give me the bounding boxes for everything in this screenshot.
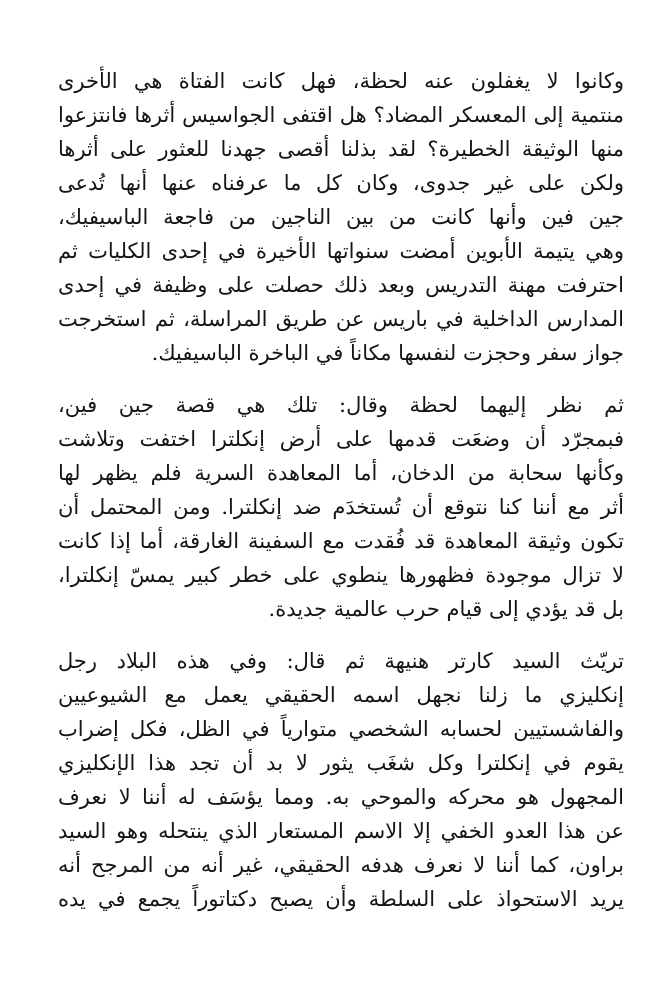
text-line: ولكن على غير جدوى، وكان كل ما عرفناه عنها أنها تُدعى xyxy=(58,171,624,195)
text-line: لا تزال موجودة فظهورها ينطوي على خطر كبير يمسّ إنكلترا، xyxy=(58,563,624,587)
text-line: وكانوا لا يغفلون عنه لحظة، فهل كانت الفتاة هي الأخرى xyxy=(58,69,624,93)
text-line: أثر مع أننا كنا نتوقع أن تُستخدَم ضد إنكلترا. ومن المحتمل أن xyxy=(58,495,624,519)
text-line: تكون وثيقة المعاهدة قد فُقدت مع السفينة الغارقة، أما إذا كانت xyxy=(58,529,624,553)
text-line: يقوم في إنكلترا وكل شغَب يثور لا بد أن تجد هذا الإنكليزي xyxy=(58,751,624,775)
paragraph-2 xyxy=(58,388,624,626)
text-line: جين فين وأنها كانت من بين الناجين من فاجعة الباسيفيك، xyxy=(58,205,624,229)
text-line: براون، كما أننا لا نعرف هدفه الحقيقي، غير أنه من المرجح أنه xyxy=(58,853,624,877)
text-line: عن هذا العدو الخفي إلا الاسم المستعار الذي ينتحله وهو السيد xyxy=(58,819,624,843)
text-line: تريّث السيد كارتر هنيهة ثم قال: وفي هذه البلاد رجل xyxy=(58,649,624,673)
text-line: جواز سفر وحجزت لنفسها مكاناً في الباخرة الباسيفيك. xyxy=(151,341,624,365)
text-line: احترفت مهنة التدريس وبعد ذلك حصلت على وظيفة في إحدى xyxy=(58,273,624,297)
text-line: المدارس الداخلية في باريس عن طريق المراسلة، ثم استخرجت xyxy=(58,307,624,331)
text-line: يريد الاستحواذ على السلطة وأن يصبح دكتاتوراً يجمع في يده xyxy=(58,887,624,911)
paragraph-3 xyxy=(58,644,624,916)
paragraph-1 xyxy=(58,64,624,370)
text-line: بل قد يؤدي إلى قيام حرب عالمية جديدة. xyxy=(268,597,624,621)
text-line: وكأنها سحابة من الدخان، أما المعاهدة السرية فلم يظهر لها xyxy=(58,461,624,485)
text-line: المجهول هو محركه والموحي به. ومما يؤسَف له أننا لا نعرف xyxy=(58,785,624,809)
text-line: والفاشستيين لحسابه الشخصي متوارياً في الظل، فكل إضراب xyxy=(58,717,624,741)
text-line: إنكليزي ما زلنا نجهل اسمه الحقيقي يعمل مع الشيوعيين xyxy=(58,683,624,707)
text-line: منها الوثيقة الخطيرة؟ لقد بذلنا أقصى جهدنا للعثور على أثرها xyxy=(58,137,624,161)
book-page xyxy=(58,64,624,934)
text-line: فبمجرّد أن وضعَت قدمها على أرض إنكلترا اختفت وتلاشت xyxy=(58,427,624,451)
text-line: منتمية إلى المعسكر المضاد؟ هل اقتفى الجواسيس أثرها فانتزعوا xyxy=(58,103,624,127)
text-line: ثم نظر إليهما لحظة وقال: تلك هي قصة جين فين، xyxy=(58,393,624,417)
text-line: وهي يتيمة الأبوين أمضت سنواتها الأخيرة في إحدى الكليات ثم xyxy=(58,239,624,263)
